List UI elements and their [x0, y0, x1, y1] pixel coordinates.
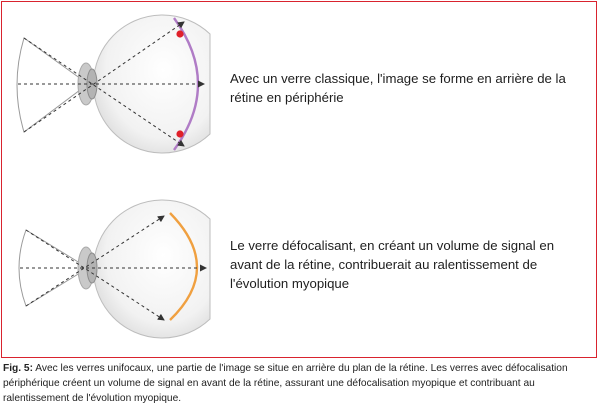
focus-point-marker: [176, 30, 183, 37]
figure-label: Fig. 5:: [3, 363, 33, 374]
panel-description-bottom: Le verre défocalisant, en créant un volume de signal en avant de la rétine, contribuerait au ralentissement de l'évolution myopique: [230, 238, 555, 291]
figure-caption-text: Avec les verres unifocaux, une partie de l'image se situe en arrière du plan de la rétine. Les verres avec défocalisation périphérique créent un volume de signal en avant de la rétine, assurant une défocalisation myopique et contribuant au ralentissement de l'évolution myopique.: [3, 363, 568, 404]
field-cone: [17, 38, 88, 132]
eye-diagram-top: [17, 15, 210, 153]
panel-description-top: Avec un verre classique, l'image se forme en arrière de la rétine en périphérie: [230, 71, 566, 105]
eye-diagram-bottom: [19, 200, 210, 338]
focus-point-marker: [176, 130, 183, 137]
eyeball: [93, 200, 210, 338]
figure-caption: [3, 361, 597, 406]
